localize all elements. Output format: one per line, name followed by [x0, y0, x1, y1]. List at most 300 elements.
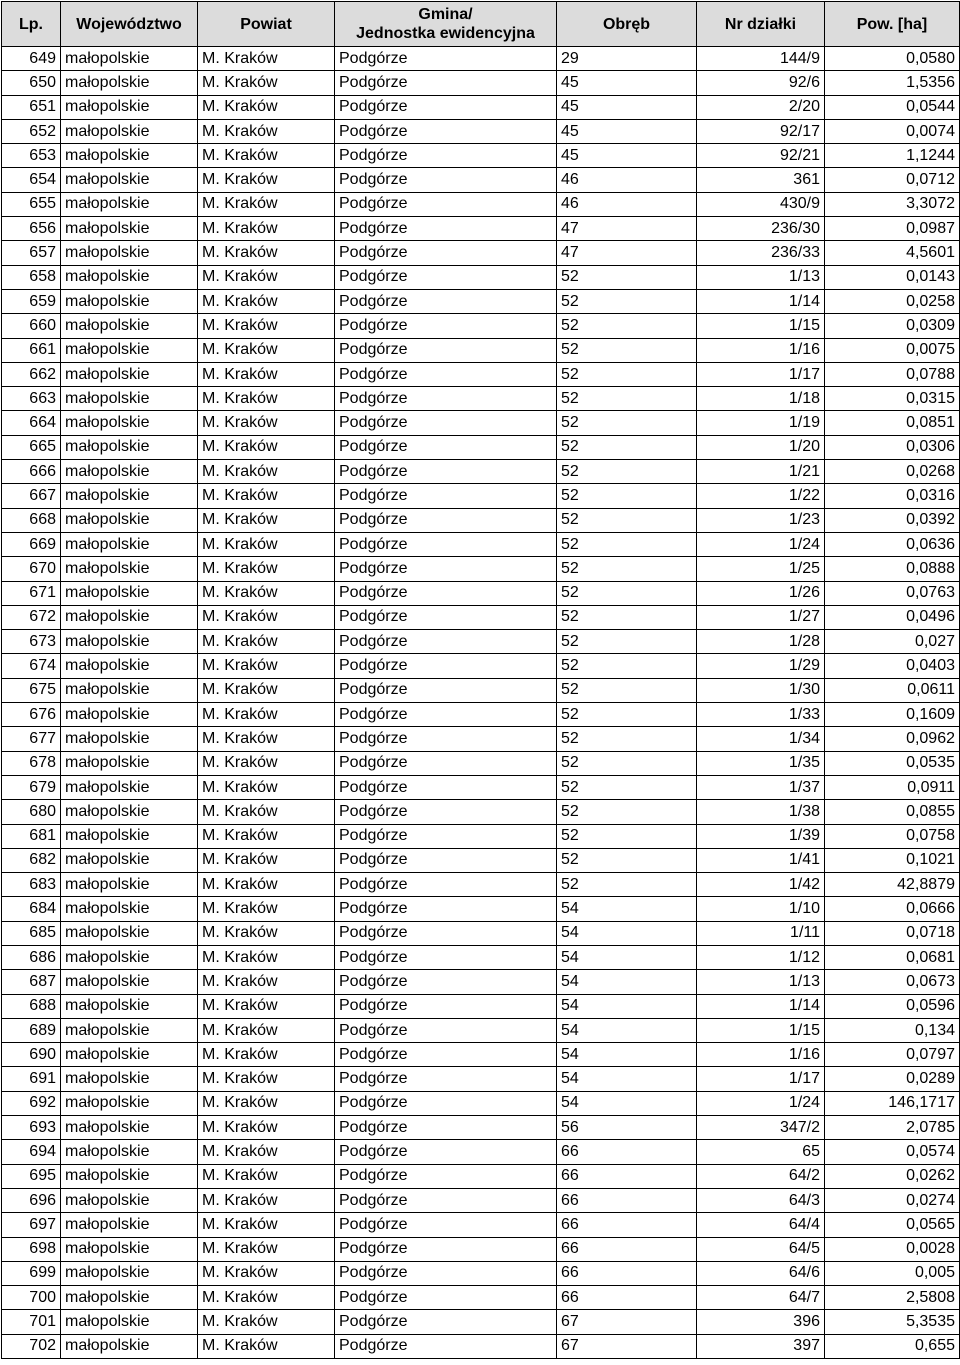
cell-gmina: Podgórze [335, 1043, 557, 1067]
cell-wojewodztwo: małopolskie [61, 362, 198, 386]
cell-powierzchnia: 0,0262 [825, 1164, 960, 1188]
table-row [2, 532, 960, 556]
cell-gmina: Podgórze [335, 460, 557, 484]
cell-wojewodztwo: małopolskie [61, 1261, 198, 1285]
cell-powierzchnia: 0,0315 [825, 387, 960, 411]
cell-gmina: Podgórze [335, 508, 557, 532]
cell-nr-dzialki: 92/6 [697, 71, 825, 95]
table-row [2, 775, 960, 799]
cell-powierzchnia: 1,1244 [825, 144, 960, 168]
header-nr-dzialki: Nr działki [697, 2, 825, 47]
cell-powierzchnia: 0,0274 [825, 1188, 960, 1212]
cell-nr-dzialki: 396 [697, 1310, 825, 1334]
table-body [2, 47, 960, 1359]
cell-wojewodztwo: małopolskie [61, 387, 198, 411]
cell-wojewodztwo: małopolskie [61, 994, 198, 1018]
table-row [2, 800, 960, 824]
cell-lp: 690 [2, 1043, 61, 1067]
cell-obreb: 47 [557, 241, 697, 265]
cell-gmina: Podgórze [335, 824, 557, 848]
table-row [2, 144, 960, 168]
cell-gmina: Podgórze [335, 144, 557, 168]
cell-powierzchnia: 0,1021 [825, 848, 960, 872]
table-row [2, 970, 960, 994]
cell-gmina: Podgórze [335, 678, 557, 702]
table-row [2, 265, 960, 289]
cell-nr-dzialki: 1/28 [697, 630, 825, 654]
cell-gmina: Podgórze [335, 95, 557, 119]
cell-obreb: 54 [557, 921, 697, 945]
cell-powierzchnia: 1,5356 [825, 71, 960, 95]
cell-obreb: 54 [557, 1018, 697, 1042]
cell-obreb: 45 [557, 144, 697, 168]
cell-lp: 665 [2, 435, 61, 459]
cell-powiat: M. Kraków [198, 144, 335, 168]
cell-powiat: M. Kraków [198, 873, 335, 897]
cell-gmina: Podgórze [335, 703, 557, 727]
table-row [2, 897, 960, 921]
cell-powiat: M. Kraków [198, 435, 335, 459]
cell-lp: 667 [2, 484, 61, 508]
cell-lp: 701 [2, 1310, 61, 1334]
cell-gmina: Podgórze [335, 1188, 557, 1212]
table-row [2, 1286, 960, 1310]
cell-nr-dzialki: 1/15 [697, 314, 825, 338]
cell-powiat: M. Kraków [198, 1237, 335, 1261]
cell-powiat: M. Kraków [198, 1334, 335, 1358]
cell-lp: 674 [2, 654, 61, 678]
cell-wojewodztwo: małopolskie [61, 605, 198, 629]
cell-powiat: M. Kraków [198, 557, 335, 581]
table-row [2, 1188, 960, 1212]
table-row [2, 460, 960, 484]
cell-wojewodztwo: małopolskie [61, 1188, 198, 1212]
cell-powiat: M. Kraków [198, 314, 335, 338]
cell-wojewodztwo: małopolskie [61, 630, 198, 654]
cell-nr-dzialki: 2/20 [697, 95, 825, 119]
cell-powiat: M. Kraków [198, 1286, 335, 1310]
cell-nr-dzialki: 1/33 [697, 703, 825, 727]
table-row [2, 95, 960, 119]
cell-gmina: Podgórze [335, 970, 557, 994]
cell-obreb: 52 [557, 289, 697, 313]
table-header [2, 2, 960, 47]
cell-gmina: Podgórze [335, 557, 557, 581]
cell-powiat: M. Kraków [198, 824, 335, 848]
cell-powiat: M. Kraków [198, 630, 335, 654]
table-row [2, 314, 960, 338]
cell-wojewodztwo: małopolskie [61, 411, 198, 435]
table-row [2, 678, 960, 702]
table-row [2, 751, 960, 775]
cell-powierzchnia: 0,0028 [825, 1237, 960, 1261]
table-row [2, 47, 960, 71]
table-row [2, 362, 960, 386]
cell-lp: 694 [2, 1140, 61, 1164]
cell-lp: 649 [2, 47, 61, 71]
cell-gmina: Podgórze [335, 921, 557, 945]
cell-obreb: 45 [557, 119, 697, 143]
cell-powierzchnia: 2,0785 [825, 1116, 960, 1140]
table-row [2, 994, 960, 1018]
cell-powierzchnia: 0,0797 [825, 1043, 960, 1067]
cell-obreb: 45 [557, 71, 697, 95]
cell-wojewodztwo: małopolskie [61, 289, 198, 313]
cell-powiat: M. Kraków [198, 848, 335, 872]
cell-nr-dzialki: 1/15 [697, 1018, 825, 1042]
cell-wojewodztwo: małopolskie [61, 848, 198, 872]
cell-wojewodztwo: małopolskie [61, 921, 198, 945]
cell-wojewodztwo: małopolskie [61, 751, 198, 775]
cell-nr-dzialki: 1/19 [697, 411, 825, 435]
cell-obreb: 52 [557, 727, 697, 751]
cell-wojewodztwo: małopolskie [61, 678, 198, 702]
cell-obreb: 52 [557, 678, 697, 702]
cell-nr-dzialki: 1/38 [697, 800, 825, 824]
table-row [2, 557, 960, 581]
cell-nr-dzialki: 64/7 [697, 1286, 825, 1310]
cell-obreb: 46 [557, 192, 697, 216]
cell-nr-dzialki: 1/34 [697, 727, 825, 751]
cell-lp: 662 [2, 362, 61, 386]
cell-wojewodztwo: małopolskie [61, 508, 198, 532]
cell-gmina: Podgórze [335, 605, 557, 629]
cell-gmina: Podgórze [335, 630, 557, 654]
cell-powiat: M. Kraków [198, 945, 335, 969]
cell-obreb: 54 [557, 1067, 697, 1091]
cell-lp: 653 [2, 144, 61, 168]
cell-gmina: Podgórze [335, 1116, 557, 1140]
cell-lp: 655 [2, 192, 61, 216]
cell-gmina: Podgórze [335, 1261, 557, 1285]
cell-gmina: Podgórze [335, 873, 557, 897]
cell-gmina: Podgórze [335, 289, 557, 313]
cell-nr-dzialki: 397 [697, 1334, 825, 1358]
table-row [2, 727, 960, 751]
cell-obreb: 52 [557, 508, 697, 532]
cell-gmina: Podgórze [335, 1237, 557, 1261]
cell-gmina: Podgórze [335, 217, 557, 241]
cell-powiat: M. Kraków [198, 484, 335, 508]
cell-powierzchnia: 0,0718 [825, 921, 960, 945]
cell-nr-dzialki: 1/13 [697, 265, 825, 289]
table-row [2, 1213, 960, 1237]
cell-lp: 658 [2, 265, 61, 289]
cell-powiat: M. Kraków [198, 1140, 335, 1164]
cell-lp: 698 [2, 1237, 61, 1261]
cell-wojewodztwo: małopolskie [61, 484, 198, 508]
cell-lp: 697 [2, 1213, 61, 1237]
cell-powierzchnia: 4,5601 [825, 241, 960, 265]
cell-powiat: M. Kraków [198, 703, 335, 727]
cell-wojewodztwo: małopolskie [61, 1116, 198, 1140]
cell-wojewodztwo: małopolskie [61, 557, 198, 581]
cell-powiat: M. Kraków [198, 1261, 335, 1285]
cell-gmina: Podgórze [335, 848, 557, 872]
table-row [2, 168, 960, 192]
cell-nr-dzialki: 92/21 [697, 144, 825, 168]
cell-powiat: M. Kraków [198, 605, 335, 629]
cell-nr-dzialki: 1/14 [697, 994, 825, 1018]
cell-powiat: M. Kraków [198, 1213, 335, 1237]
cell-wojewodztwo: małopolskie [61, 1067, 198, 1091]
cell-lp: 651 [2, 95, 61, 119]
cell-wojewodztwo: małopolskie [61, 1286, 198, 1310]
cell-wojewodztwo: małopolskie [61, 581, 198, 605]
cell-nr-dzialki: 65 [697, 1140, 825, 1164]
cell-nr-dzialki: 1/16 [697, 338, 825, 362]
cell-powierzchnia: 0,0143 [825, 265, 960, 289]
cell-gmina: Podgórze [335, 168, 557, 192]
cell-wojewodztwo: małopolskie [61, 970, 198, 994]
cell-powiat: M. Kraków [198, 289, 335, 313]
table-row [2, 1018, 960, 1042]
cell-nr-dzialki: 144/9 [697, 47, 825, 71]
cell-obreb: 52 [557, 630, 697, 654]
table-row [2, 387, 960, 411]
cell-gmina: Podgórze [335, 119, 557, 143]
cell-lp: 657 [2, 241, 61, 265]
table-row [2, 1237, 960, 1261]
cell-lp: 672 [2, 605, 61, 629]
cell-powiat: M. Kraków [198, 338, 335, 362]
table-row [2, 1091, 960, 1115]
cell-powierzchnia: 0,0851 [825, 411, 960, 435]
cell-obreb: 52 [557, 411, 697, 435]
cell-lp: 654 [2, 168, 61, 192]
cell-nr-dzialki: 1/10 [697, 897, 825, 921]
cell-obreb: 52 [557, 387, 697, 411]
cell-nr-dzialki: 92/17 [697, 119, 825, 143]
cell-gmina: Podgórze [335, 1018, 557, 1042]
cell-wojewodztwo: małopolskie [61, 435, 198, 459]
cell-powiat: M. Kraków [198, 751, 335, 775]
cell-powiat: M. Kraków [198, 970, 335, 994]
cell-powierzchnia: 0,0289 [825, 1067, 960, 1091]
cell-powierzchnia: 0,005 [825, 1261, 960, 1285]
cell-powierzchnia: 0,0306 [825, 435, 960, 459]
cell-gmina: Podgórze [335, 751, 557, 775]
cell-powiat: M. Kraków [198, 1043, 335, 1067]
cell-obreb: 52 [557, 265, 697, 289]
cell-powiat: M. Kraków [198, 994, 335, 1018]
table-row [2, 873, 960, 897]
cell-nr-dzialki: 1/12 [697, 945, 825, 969]
header-powierzchnia: Pow. [ha] [825, 2, 960, 47]
cell-powiat: M. Kraków [198, 1067, 335, 1091]
cell-wojewodztwo: małopolskie [61, 945, 198, 969]
cell-lp: 696 [2, 1188, 61, 1212]
cell-gmina: Podgórze [335, 435, 557, 459]
cell-gmina: Podgórze [335, 387, 557, 411]
cell-powierzchnia: 0,0788 [825, 362, 960, 386]
cell-gmina: Podgórze [335, 241, 557, 265]
cell-powiat: M. Kraków [198, 387, 335, 411]
cell-gmina: Podgórze [335, 581, 557, 605]
cell-gmina: Podgórze [335, 1334, 557, 1358]
cell-powiat: M. Kraków [198, 168, 335, 192]
cell-nr-dzialki: 1/23 [697, 508, 825, 532]
cell-gmina: Podgórze [335, 800, 557, 824]
cell-gmina: Podgórze [335, 71, 557, 95]
cell-powierzchnia: 0,0855 [825, 800, 960, 824]
header-gmina: Gmina/ Jednostka ewidencyjna [335, 2, 557, 47]
cell-gmina: Podgórze [335, 945, 557, 969]
cell-powierzchnia: 0,0258 [825, 289, 960, 313]
cell-powiat: M. Kraków [198, 192, 335, 216]
cell-lp: 686 [2, 945, 61, 969]
cell-powierzchnia: 0,0763 [825, 581, 960, 605]
cell-powierzchnia: 0,0666 [825, 897, 960, 921]
cell-obreb: 29 [557, 47, 697, 71]
cell-lp: 684 [2, 897, 61, 921]
cell-powierzchnia: 0,0681 [825, 945, 960, 969]
cell-lp: 660 [2, 314, 61, 338]
cell-nr-dzialki: 1/18 [697, 387, 825, 411]
cell-powierzchnia: 5,3535 [825, 1310, 960, 1334]
cell-lp: 675 [2, 678, 61, 702]
cell-lp: 676 [2, 703, 61, 727]
cell-gmina: Podgórze [335, 192, 557, 216]
cell-obreb: 52 [557, 703, 697, 727]
cell-powierzchnia: 0,0673 [825, 970, 960, 994]
cell-nr-dzialki: 64/5 [697, 1237, 825, 1261]
cell-nr-dzialki: 1/26 [697, 581, 825, 605]
cell-nr-dzialki: 236/33 [697, 241, 825, 265]
cell-gmina: Podgórze [335, 1164, 557, 1188]
cell-nr-dzialki: 1/17 [697, 1067, 825, 1091]
cell-powierzchnia: 0,0987 [825, 217, 960, 241]
cell-wojewodztwo: małopolskie [61, 168, 198, 192]
cell-obreb: 46 [557, 168, 697, 192]
cell-obreb: 52 [557, 654, 697, 678]
cell-obreb: 52 [557, 848, 697, 872]
cell-obreb: 47 [557, 217, 697, 241]
cell-obreb: 66 [557, 1286, 697, 1310]
cell-lp: 656 [2, 217, 61, 241]
table-row [2, 338, 960, 362]
cell-obreb: 54 [557, 945, 697, 969]
cell-powiat: M. Kraków [198, 217, 335, 241]
cell-wojewodztwo: małopolskie [61, 95, 198, 119]
table-row [2, 411, 960, 435]
cell-nr-dzialki: 1/37 [697, 775, 825, 799]
cell-powierzchnia: 0,1609 [825, 703, 960, 727]
cell-gmina: Podgórze [335, 338, 557, 362]
cell-powiat: M. Kraków [198, 119, 335, 143]
cell-wojewodztwo: małopolskie [61, 1213, 198, 1237]
cell-powierzchnia: 0,0074 [825, 119, 960, 143]
cell-lp: 687 [2, 970, 61, 994]
cell-powiat: M. Kraków [198, 1091, 335, 1115]
table-row [2, 1067, 960, 1091]
cell-gmina: Podgórze [335, 314, 557, 338]
cell-nr-dzialki: 1/30 [697, 678, 825, 702]
cell-powierzchnia: 0,0544 [825, 95, 960, 119]
header-obreb: Obręb [557, 2, 697, 47]
cell-gmina: Podgórze [335, 1286, 557, 1310]
table-row [2, 192, 960, 216]
cell-lp: 689 [2, 1018, 61, 1042]
cell-wojewodztwo: małopolskie [61, 144, 198, 168]
cell-lp: 692 [2, 1091, 61, 1115]
cell-powierzchnia: 0,0309 [825, 314, 960, 338]
cell-lp: 673 [2, 630, 61, 654]
cell-nr-dzialki: 347/2 [697, 1116, 825, 1140]
cell-obreb: 52 [557, 532, 697, 556]
cell-powierzchnia: 42,8879 [825, 873, 960, 897]
cell-obreb: 54 [557, 1091, 697, 1115]
cell-powiat: M. Kraków [198, 897, 335, 921]
cell-powierzchnia: 0,134 [825, 1018, 960, 1042]
cell-nr-dzialki: 430/9 [697, 192, 825, 216]
cell-powierzchnia: 0,0636 [825, 532, 960, 556]
cell-powiat: M. Kraków [198, 654, 335, 678]
cell-obreb: 52 [557, 460, 697, 484]
table-row [2, 119, 960, 143]
cell-wojewodztwo: małopolskie [61, 338, 198, 362]
cell-gmina: Podgórze [335, 1213, 557, 1237]
cell-obreb: 52 [557, 338, 697, 362]
table-row [2, 508, 960, 532]
cell-powierzchnia: 0,0392 [825, 508, 960, 532]
cell-lp: 685 [2, 921, 61, 945]
cell-wojewodztwo: małopolskie [61, 1018, 198, 1042]
cell-lp: 650 [2, 71, 61, 95]
cell-powiat: M. Kraków [198, 1018, 335, 1042]
cell-obreb: 66 [557, 1188, 697, 1212]
cell-obreb: 66 [557, 1213, 697, 1237]
header-wojewodztwo: Województwo [61, 2, 198, 47]
cell-wojewodztwo: małopolskie [61, 1310, 198, 1334]
table-row [2, 1043, 960, 1067]
cell-obreb: 52 [557, 314, 697, 338]
cell-lp: 652 [2, 119, 61, 143]
cell-obreb: 52 [557, 751, 697, 775]
cell-powierzchnia: 0,655 [825, 1334, 960, 1358]
cell-wojewodztwo: małopolskie [61, 119, 198, 143]
cell-lp: 670 [2, 557, 61, 581]
cell-powiat: M. Kraków [198, 71, 335, 95]
cell-powierzchnia: 0,0403 [825, 654, 960, 678]
table-row [2, 217, 960, 241]
cell-wojewodztwo: małopolskie [61, 1043, 198, 1067]
cell-lp: 702 [2, 1334, 61, 1358]
header-lp: Lp. [2, 2, 61, 47]
cell-powierzchnia: 2,5808 [825, 1286, 960, 1310]
cell-powiat: M. Kraków [198, 265, 335, 289]
cell-powiat: M. Kraków [198, 581, 335, 605]
table-row [2, 71, 960, 95]
cell-obreb: 56 [557, 1116, 697, 1140]
cell-nr-dzialki: 64/4 [697, 1213, 825, 1237]
table-row [2, 630, 960, 654]
cell-lp: 681 [2, 824, 61, 848]
cell-powierzchnia: 0,0758 [825, 824, 960, 848]
cell-lp: 691 [2, 1067, 61, 1091]
cell-obreb: 52 [557, 557, 697, 581]
cell-gmina: Podgórze [335, 265, 557, 289]
cell-wojewodztwo: małopolskie [61, 873, 198, 897]
cell-powiat: M. Kraków [198, 362, 335, 386]
cell-gmina: Podgórze [335, 411, 557, 435]
table-row [2, 945, 960, 969]
cell-nr-dzialki: 1/42 [697, 873, 825, 897]
cell-lp: 671 [2, 581, 61, 605]
cell-nr-dzialki: 1/11 [697, 921, 825, 945]
cell-nr-dzialki: 1/17 [697, 362, 825, 386]
cell-powiat: M. Kraków [198, 1116, 335, 1140]
